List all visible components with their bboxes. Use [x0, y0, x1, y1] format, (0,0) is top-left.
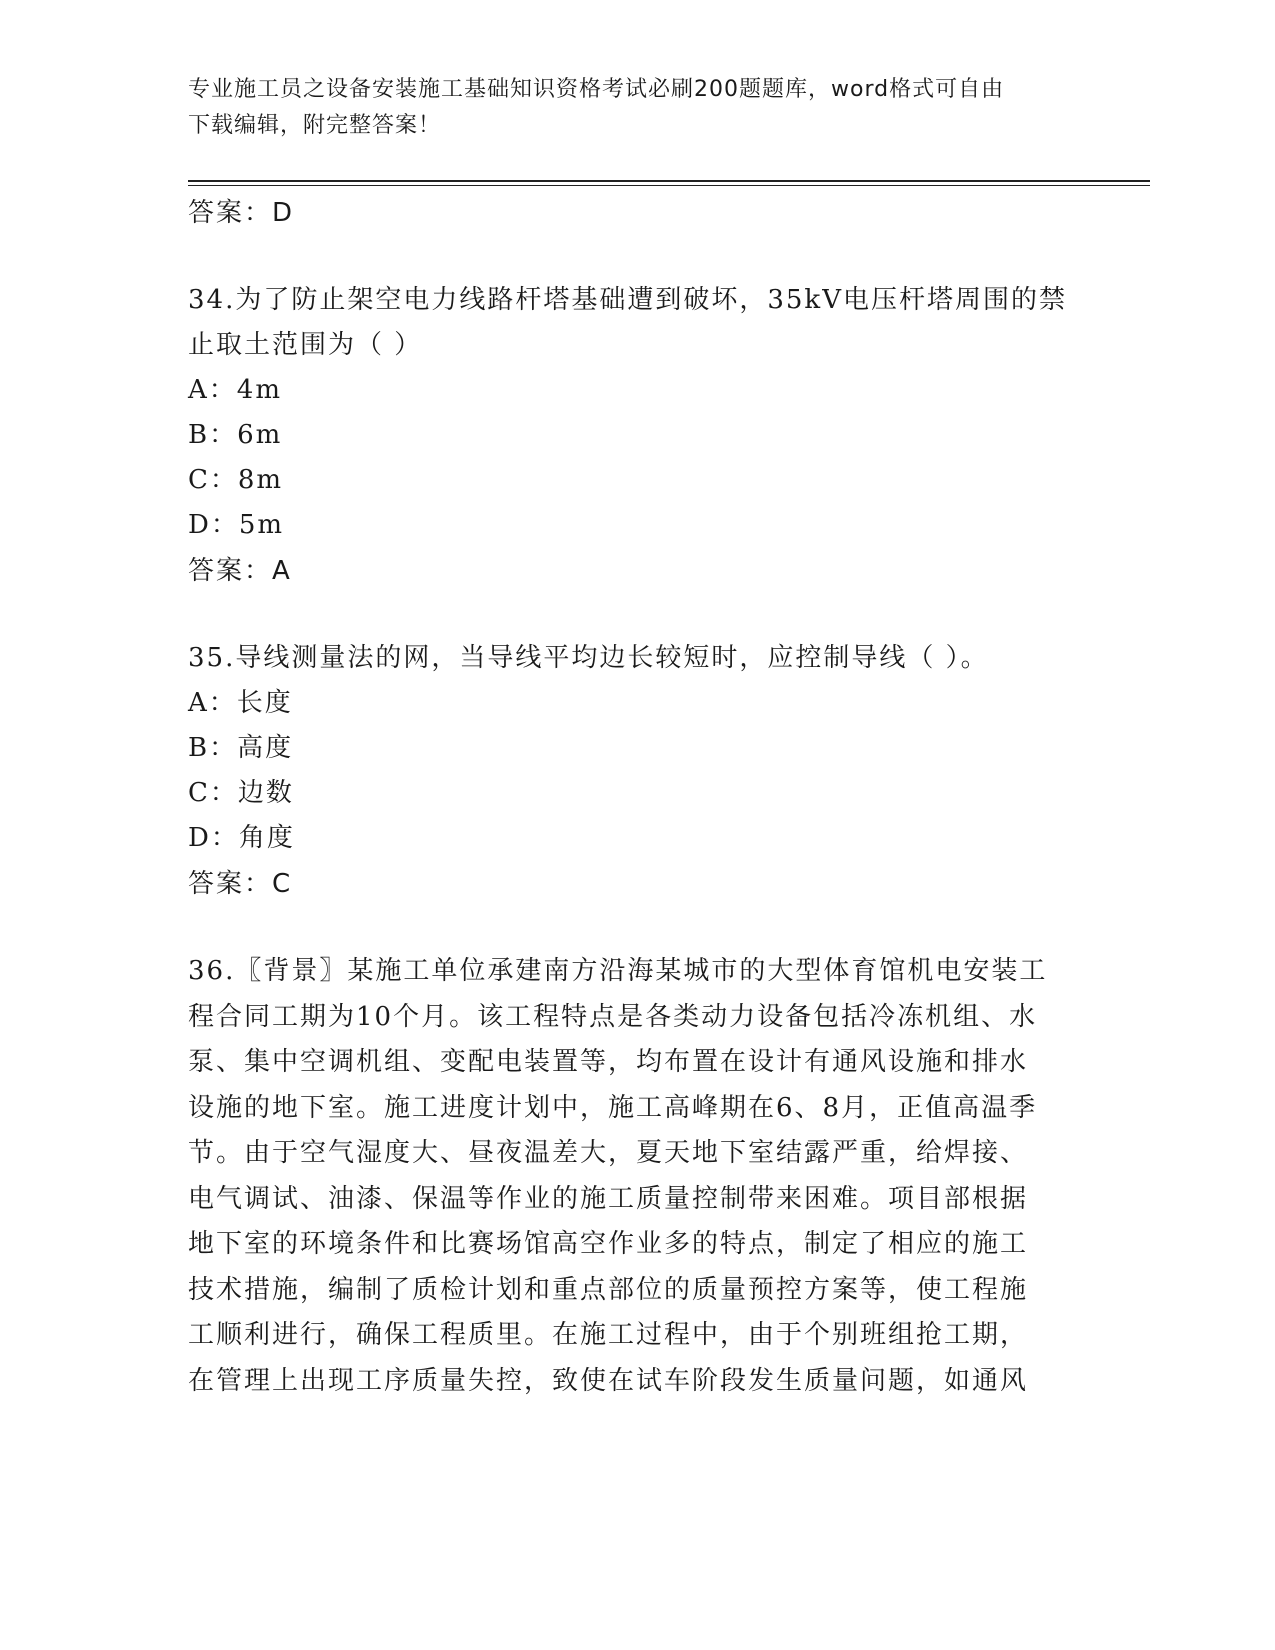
header-divider-thick	[188, 180, 1150, 182]
question-36-line: 地下室的环境条件和比赛场馆高空作业多的特点，制定了相应的施工	[188, 1229, 1029, 1259]
answer-q34: 答案：A	[188, 556, 292, 586]
question-35	[188, 636, 1088, 861]
option-d: D：角度	[188, 823, 295, 853]
question-36-line: 节。由于空气湿度大、昼夜温差大，夏天地下室结露严重，给焊接、	[188, 1138, 1029, 1168]
answer-q33: 答案：D	[188, 198, 295, 228]
document-header	[188, 72, 1068, 144]
spacer	[188, 594, 1088, 636]
question-content	[188, 190, 1088, 1404]
spacer	[188, 236, 1088, 278]
spacer	[188, 907, 1088, 949]
question-34	[188, 278, 1088, 548]
question-36-line: 泵、集中空调机组、变配电装置等，均布置在设计有通风设施和排水	[188, 1047, 1029, 1077]
question-34-text-line-1: 34.为了防止架空电力线路杆塔基础遭到破坏，35kV电压杆塔周围的禁	[188, 285, 1067, 315]
header-title-line-1: 专业施工员之设备安装施工基础知识资格考试必刷200题题库，word格式可自由	[188, 77, 1005, 102]
option-b: B：高度	[188, 733, 294, 763]
option-c: C：8m	[188, 465, 284, 495]
question-34-text-line-2: 止取土范围为（ ）	[188, 330, 423, 360]
option-d: D：5m	[188, 510, 285, 540]
question-36-line: 程合同工期为10个月。该工程特点是各类动力设备包括冷冻机组、水	[188, 1001, 1038, 1032]
option-c: C：边数	[188, 778, 294, 808]
question-36-line: 电气调试、油漆、保温等作业的施工质量控制带来困难。项目部根据	[188, 1183, 1029, 1214]
question-36-line: 设施的地下室。施工进度计划中，施工高峰期在6、8月，正值高温季	[188, 1092, 1038, 1123]
header-title-line-2: 下载编辑，附完整答案！	[188, 113, 442, 138]
answer-q35: 答案：C	[188, 869, 293, 899]
option-a: A：4m	[188, 375, 282, 405]
option-b: B：6m	[188, 420, 283, 450]
question-36-line: 技术措施，编制了质检计划和重点部位的质量预控方案等，使工程施	[188, 1274, 1029, 1305]
question-36-line: 在管理上出现工序质量失控，致使在试车阶段发生质量问题，如通风	[188, 1365, 1029, 1396]
question-36	[188, 949, 1088, 1404]
question-36-line: 工顺利进行，确保工程质里。在施工过程中，由于个别班组抢工期，	[188, 1320, 1029, 1350]
header-divider-thin	[188, 185, 1150, 186]
option-a: A：长度	[188, 688, 293, 718]
question-35-text: 35.导线测量法的网，当导线平均边长较短时，应控制导线（ ）。	[188, 643, 989, 673]
question-36-line: 36.〖背景〗某施工单位承建南方沿海某城市的大型体育馆机电安装工	[188, 956, 1048, 986]
